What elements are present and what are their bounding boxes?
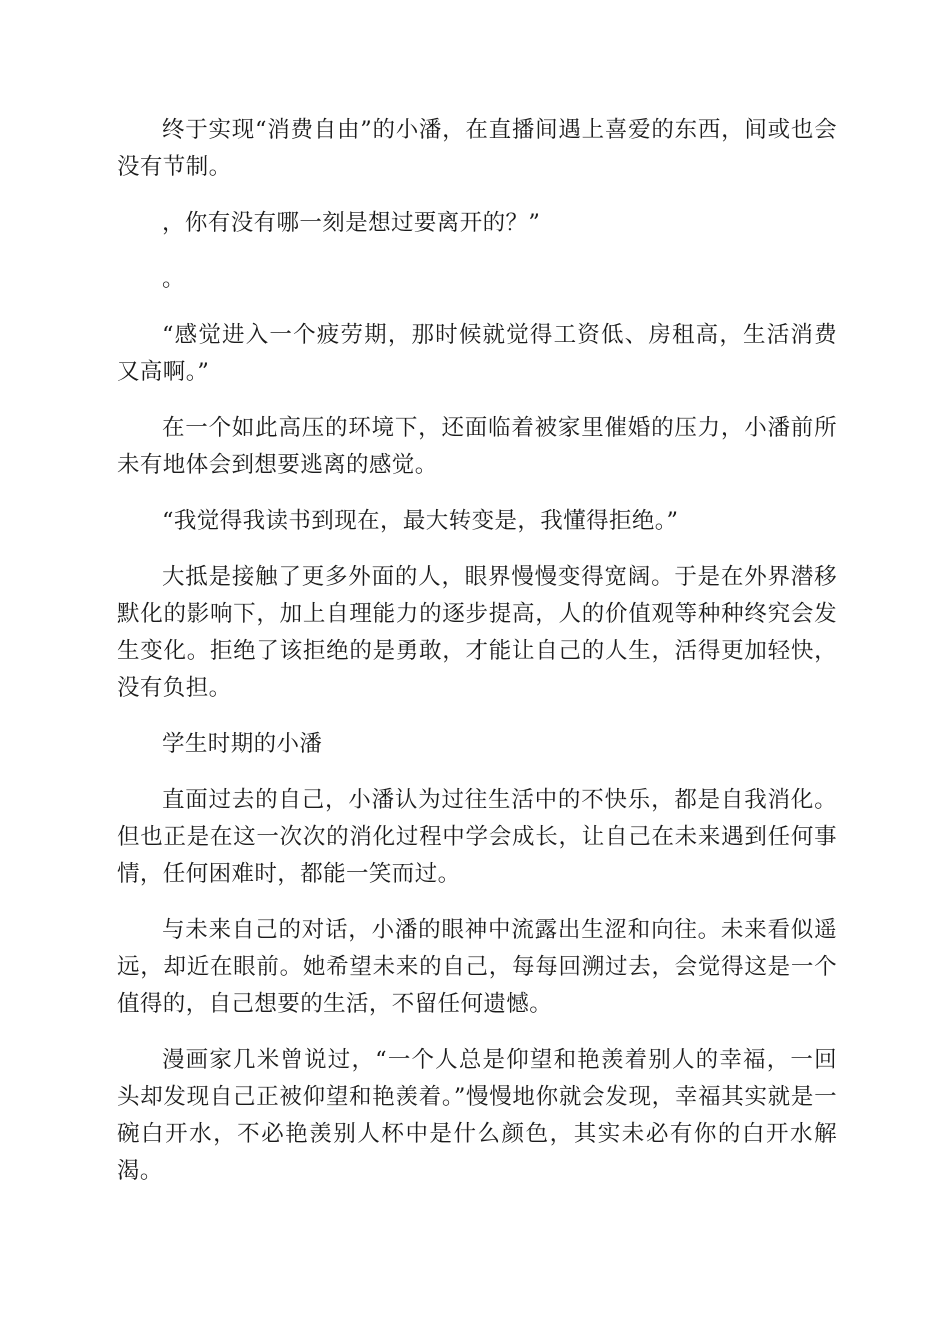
image-caption: 学生时期的小潘 (162, 731, 323, 757)
paragraph: 在一个如此高压的环境下，还面临着被家里催婚的压力，小潘前所未有地体会到想要逃离的感觉。 (117, 415, 837, 478)
paragraph: “感觉进入一个疲劳期，那时候就觉得工资低、房租高，生活消费又高啊。” (117, 322, 837, 385)
paragraph: 大抵是接触了更多外面的人，眼界慢慢变得宽阔。于是在外界潜移默化的影响下，加上自理能力的逐步提高，人的价值观等种种终究会发生变化。拒绝了该拒绝的是勇敢，才能让自己的人生，活得更加轻快，没有负担。 (117, 564, 837, 701)
article-body (117, 112, 837, 1209)
paragraph: 终于实现“消费自由”的小潘，在直播间遇上喜爱的东西，间或也会没有节制。 (117, 117, 837, 180)
paragraph: ，你有没有哪一刻是想过要离开的？” (162, 210, 541, 236)
paragraph: 与未来自己的对话，小潘的眼神中流露出生涩和向往。未来看似遥远，却近在眼前。她希望未来的自己，每每回溯过去，会觉得这是一个值得的，自己想要的生活，不留任何遗憾。 (117, 917, 837, 1017)
paragraph: 。 (162, 266, 185, 292)
paragraph: 漫画家几米曾说过，“一个人总是仰望和艳羡着别人的幸福，一回头却发现自己正被仰望和艳羡着。”慢慢地你就会发现，幸福其实就是一碗白开水，不必艳羡别人杯中是什么颜色，其实未必有你的白开水解渴。 (117, 1047, 837, 1184)
paragraph: 直面过去的自己，小潘认为过往生活中的不快乐，都是自我消化。但也正是在这一次次的消化过程中学会成长，让自己在未来遇到任何事情，任何困难时，都能一笑而过。 (117, 787, 837, 887)
paragraph: “我觉得我读书到现在，最大转变是，我懂得拒绝。” (162, 508, 679, 534)
